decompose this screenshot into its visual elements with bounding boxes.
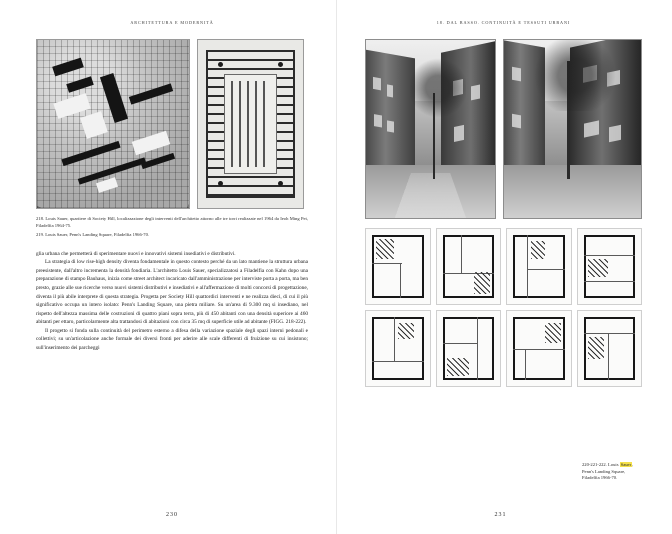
photo-row-right: [365, 39, 642, 219]
paving: [504, 165, 641, 218]
site-plan-courtyard: [224, 74, 277, 174]
tree-canopy: [410, 58, 467, 119]
paragraph: Il progetto si fonda sulla continuità del perimetro esterno a difesa della variazione spaziale degli spazi interni pedonali e collettivi; su un'articolazione anche formale dei diversi fronti per aderire alle scale differenti di fruizione su cui insistono; sull'inserimento dei parcheggi: [36, 327, 308, 352]
page-right: [336, 0, 672, 534]
site-plan-penns-landing-square: [197, 39, 304, 209]
floor-plan: [506, 310, 572, 387]
folio-left: 230: [166, 512, 178, 518]
street-photo-scene: [366, 40, 495, 218]
site-plan-marker: [278, 62, 283, 67]
floor-plan: [577, 228, 643, 305]
folio-right: 231: [494, 512, 507, 518]
street-view-row-houses: [365, 39, 496, 219]
floor-plan: [365, 228, 431, 305]
caption-highlight: Sauer: [620, 462, 632, 468]
courtyard-photo-scene: [504, 40, 641, 218]
site-plan-marker: [218, 62, 223, 67]
running-head-right: 18. DAL BASSO. CONTINUITÀ E TESSUTI URBANI: [436, 20, 571, 25]
caption-suffix: , Penn's Landing Square, Filadelfia 1966-70.: [582, 462, 634, 481]
site-plan-marker: [278, 181, 283, 186]
courtyard-view-with-tree: [503, 39, 642, 219]
figure-caption-220-222-wrap: [582, 462, 642, 482]
caption-prefix: 220-221-222. Louis: [582, 462, 620, 468]
paragraph: La strategia di low rise-high density diventa fondamentale in questo contesto perché da un lato mantiene la struttura urbana preesistente, dall'altro incrementa la densità fondiaria. L'architetto Louis Sauer, specializzatosi a Filadelfia con Kahn dopo una preparazione di stampo Bauhaus, inizia come street architect incaricato dall'amministrazione per interviste porta a porta, ma ben presto, grazie alle sue ricerche verso nuovi sistemi distributivi e insediativi e all'affermazione di molti concorsi di progettazione, diventa il più abile interprete di questa strategia. Progetta per Society Hill quattordici interventi e ne realizza dieci, di cui il più significativo occupa un intero isolato: Penn's Landing Square, una pietra miliare. Su un'area di 9.300 mq si insediano, nel rispetto dell'altezza massima delle costruzioni di quattro piani sopra terra, più di 450 abitanti con una densità superiore ai 460 abitanti per ettaro, particolarmente alta trattandosi di abitazioni con circa 35 mq di superficie utile ad abitante (FIGG. 218-222).: [36, 259, 308, 326]
body-text-left: [36, 250, 308, 353]
site-plan-drawing: [198, 40, 303, 208]
floor-plan: [365, 310, 431, 387]
floor-plan: [436, 310, 502, 387]
paragraph: glia urbana che permetterà di sperimentare nuovi e innovativi sistemi insediativi e distributivi.: [36, 250, 236, 257]
figure-row-left: [36, 39, 308, 209]
figure-caption-219: 219. Louis Sauer, Penn's Landing Square, Filadelfia 1966-70.: [36, 231, 150, 237]
site-plan-marker: [218, 181, 223, 186]
running-head-left: ARCHITETTURA E MODERNITÀ: [130, 20, 214, 25]
floor-plans-grid: [365, 228, 642, 387]
floor-plan: [436, 228, 502, 305]
aerial-photo-society-hill: [36, 39, 190, 209]
figure-caption-220-222: [582, 462, 642, 482]
floor-plan: [506, 228, 572, 305]
tree-canopy: [531, 40, 619, 111]
floor-plan: [577, 310, 643, 387]
figure-caption-218: 218. Louis Sauer, quartiere di Society Hill, localizzazione degli interventi dell'architetto attorno alle tre torri realizzate nel 1964 da Ieoh Ming Pei, Filadelfia 1964-75.: [36, 216, 308, 228]
